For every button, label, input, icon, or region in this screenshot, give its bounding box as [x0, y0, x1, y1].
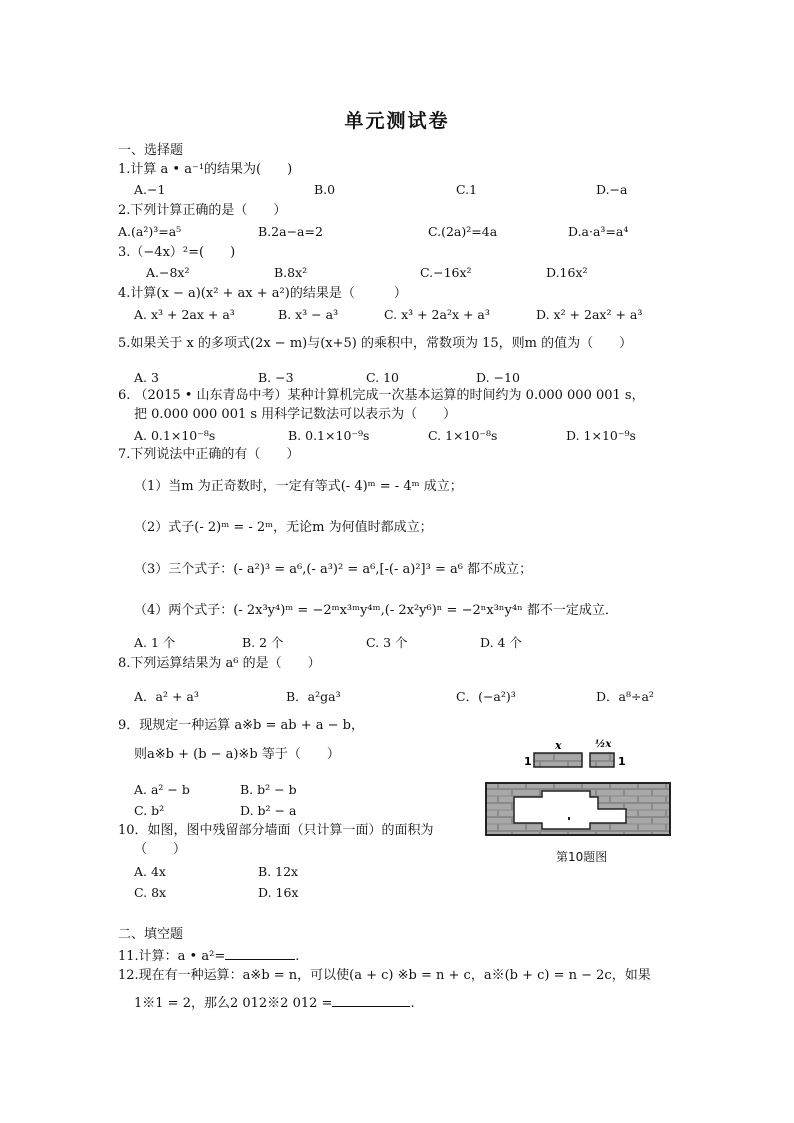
q2-option-c: C.(2a)²=4a — [428, 224, 498, 239]
q1-stem: 1.计算 a • a⁻¹的结果为( ) — [118, 162, 293, 177]
q6-stem-line2: 把 0.000 000 001 s 用科学记数法可以表示为（ ） — [134, 407, 457, 422]
q10-stem: 10．如图，图中残留部分墙面（只计算一面）的面积为 — [118, 823, 434, 838]
block-half-x — [590, 753, 614, 767]
q6-option-a: A. 0.1×10⁻⁸s — [134, 428, 216, 443]
q3-option-b: B.8x² — [274, 265, 308, 280]
section-choice-heading: 一、选择题 — [118, 143, 184, 158]
q4-stem: 4.计算(x − a)(x² + ax + a²)的结果是（ ） — [118, 286, 407, 301]
q12-stem-line1: 12.现在有一种运算：a※b = n，可以使(a + c) ※b = n + c，a※(b + c) = n − 2c，如果 — [118, 968, 651, 983]
q12-answer-blank[interactable] — [332, 993, 410, 1007]
q2-stem: 2.下列计算正确的是（ ） — [118, 203, 287, 218]
q5-option-a: A. 3 — [134, 370, 159, 385]
q8-option-d: D．a⁸÷a² — [596, 689, 654, 704]
q7-statement-4: （4）两个式子：(- 2x³y⁴)ᵐ = −2ᵐx³ᵐy⁴ᵐ,(- 2x²y⁶)ⁿ = −2ⁿx³ⁿy⁴ⁿ 都不一定成立． — [134, 603, 618, 618]
q10-option-a: A. 4x — [134, 864, 166, 879]
q6-stem-line1: 6. （2015 • 山东青岛中考）某种计算机完成一次基本运算的时间约为 0.000 000 001 s， — [118, 388, 645, 403]
q8-stem: 8.下列运算结果为 a⁶ 的是（ ） — [118, 656, 321, 671]
q4-option-b: B. x³ − a³ — [278, 307, 339, 322]
q3-option-a: A.−8x² — [146, 265, 190, 280]
q11-stem: 11.计算：a • a²= — [118, 949, 226, 964]
q4-option-a: A. x³ + 2ax + a³ — [134, 307, 235, 322]
q10-option-c: C. 8x — [134, 885, 167, 900]
q7-statement-3: （3）三个式子：(- a²)³ = a⁶,(- a³)² = a⁶,[-(- a)²]³ = a⁶ 都不成立； — [134, 562, 533, 577]
q7-stem: 7.下列说法中正确的有（ ） — [118, 447, 300, 462]
fig-label-1-right: 1 — [618, 755, 626, 768]
q9-option-c: C. b² — [134, 803, 165, 818]
q9-option-a: A. a² − b — [134, 782, 190, 797]
q4-option-d: D. x² + 2ax² + a³ — [536, 307, 643, 322]
q12-stem-line2: 1※1 = 2，那么2 012※2 012 = — [134, 996, 333, 1011]
q9-stem-line2: 则a※b + (b − a)※b 等于（ ） — [134, 747, 340, 762]
q7-option-c: C. 3 个 — [366, 635, 408, 650]
q4-option-c: C. x³ + 2a²x + a³ — [384, 307, 490, 322]
fig-label-1-left: 1 — [524, 755, 532, 768]
q6-option-d: D. 1×10⁻⁹s — [566, 428, 636, 443]
q3-option-c: C.−16x² — [420, 265, 472, 280]
q10-figure-caption: 第10题图 — [556, 850, 608, 864]
q11-line — [118, 946, 299, 966]
q7-option-b: B. 2 个 — [242, 635, 284, 650]
q7-statement-2: （2）式子(- 2)ᵐ = - 2ᵐ，无论m 为何值时都成立； — [134, 520, 433, 535]
q12-end: . — [410, 996, 415, 1011]
q7-statement-1: （1）当m 为正奇数时，一定有等式(- 4)ᵐ = - 4ᵐ 成立； — [134, 479, 463, 494]
q5-stem: 5.如果关于 x 的多项式(2x − m)与(x+5) 的乘积中，常数项为 15，则m 的值为（ ） — [118, 336, 633, 351]
q7-option-d: D. 4 个 — [480, 635, 522, 650]
q7-option-a: A. 1 个 — [134, 635, 176, 650]
q8-option-c: C．(−a²)³ — [456, 689, 516, 704]
q6-option-c: C. 1×10⁻⁸s — [428, 428, 498, 443]
fig-label-half-x: ½x — [595, 739, 612, 750]
q9-stem: 9．现规定一种运算 a※b = ab + a − b， — [118, 718, 364, 733]
fig-label-x: x — [555, 739, 562, 752]
q8-option-b: B．a²ga³ — [286, 689, 341, 704]
q8-option-a: A．a² + a³ — [134, 689, 199, 704]
q11-end: . — [295, 949, 300, 964]
q11-answer-blank[interactable] — [225, 946, 295, 960]
q12-line2 — [134, 993, 415, 1013]
q10-option-d: D. 16x — [258, 885, 299, 900]
block-x — [534, 753, 582, 767]
q3-option-d: D.16x² — [546, 265, 588, 280]
section-fill-heading: 二、填空题 — [118, 927, 184, 942]
q3-stem: 3.（−4x）²=( ) — [118, 245, 236, 260]
q5-option-d: D. −10 — [476, 370, 520, 385]
q6-option-b: B. 0.1×10⁻⁹s — [288, 428, 370, 443]
q5-option-b: B. −3 — [258, 370, 294, 385]
q10-option-b: B. 12x — [258, 864, 299, 879]
q1-option-a: A.−1 — [134, 182, 166, 197]
q2-option-a: A.(a²)³=a⁵ — [118, 224, 182, 239]
q5-option-c: C. 10 — [366, 370, 399, 385]
q1-option-c: C.1 — [456, 182, 478, 197]
page-title: 单元测试卷 — [344, 110, 450, 132]
q9-option-d: D. b² − a — [240, 803, 297, 818]
q10-wall-figure — [484, 733, 672, 851]
q2-option-d: D.a·a³=a⁴ — [568, 224, 629, 239]
q1-option-d: D.−a — [596, 182, 628, 197]
q2-option-b: B.2a−a=2 — [258, 224, 323, 239]
q1-option-b: B.0 — [314, 182, 336, 197]
q10-stem-line2: （ ） — [134, 842, 187, 857]
q9-option-b: B. b² − b — [240, 782, 297, 797]
